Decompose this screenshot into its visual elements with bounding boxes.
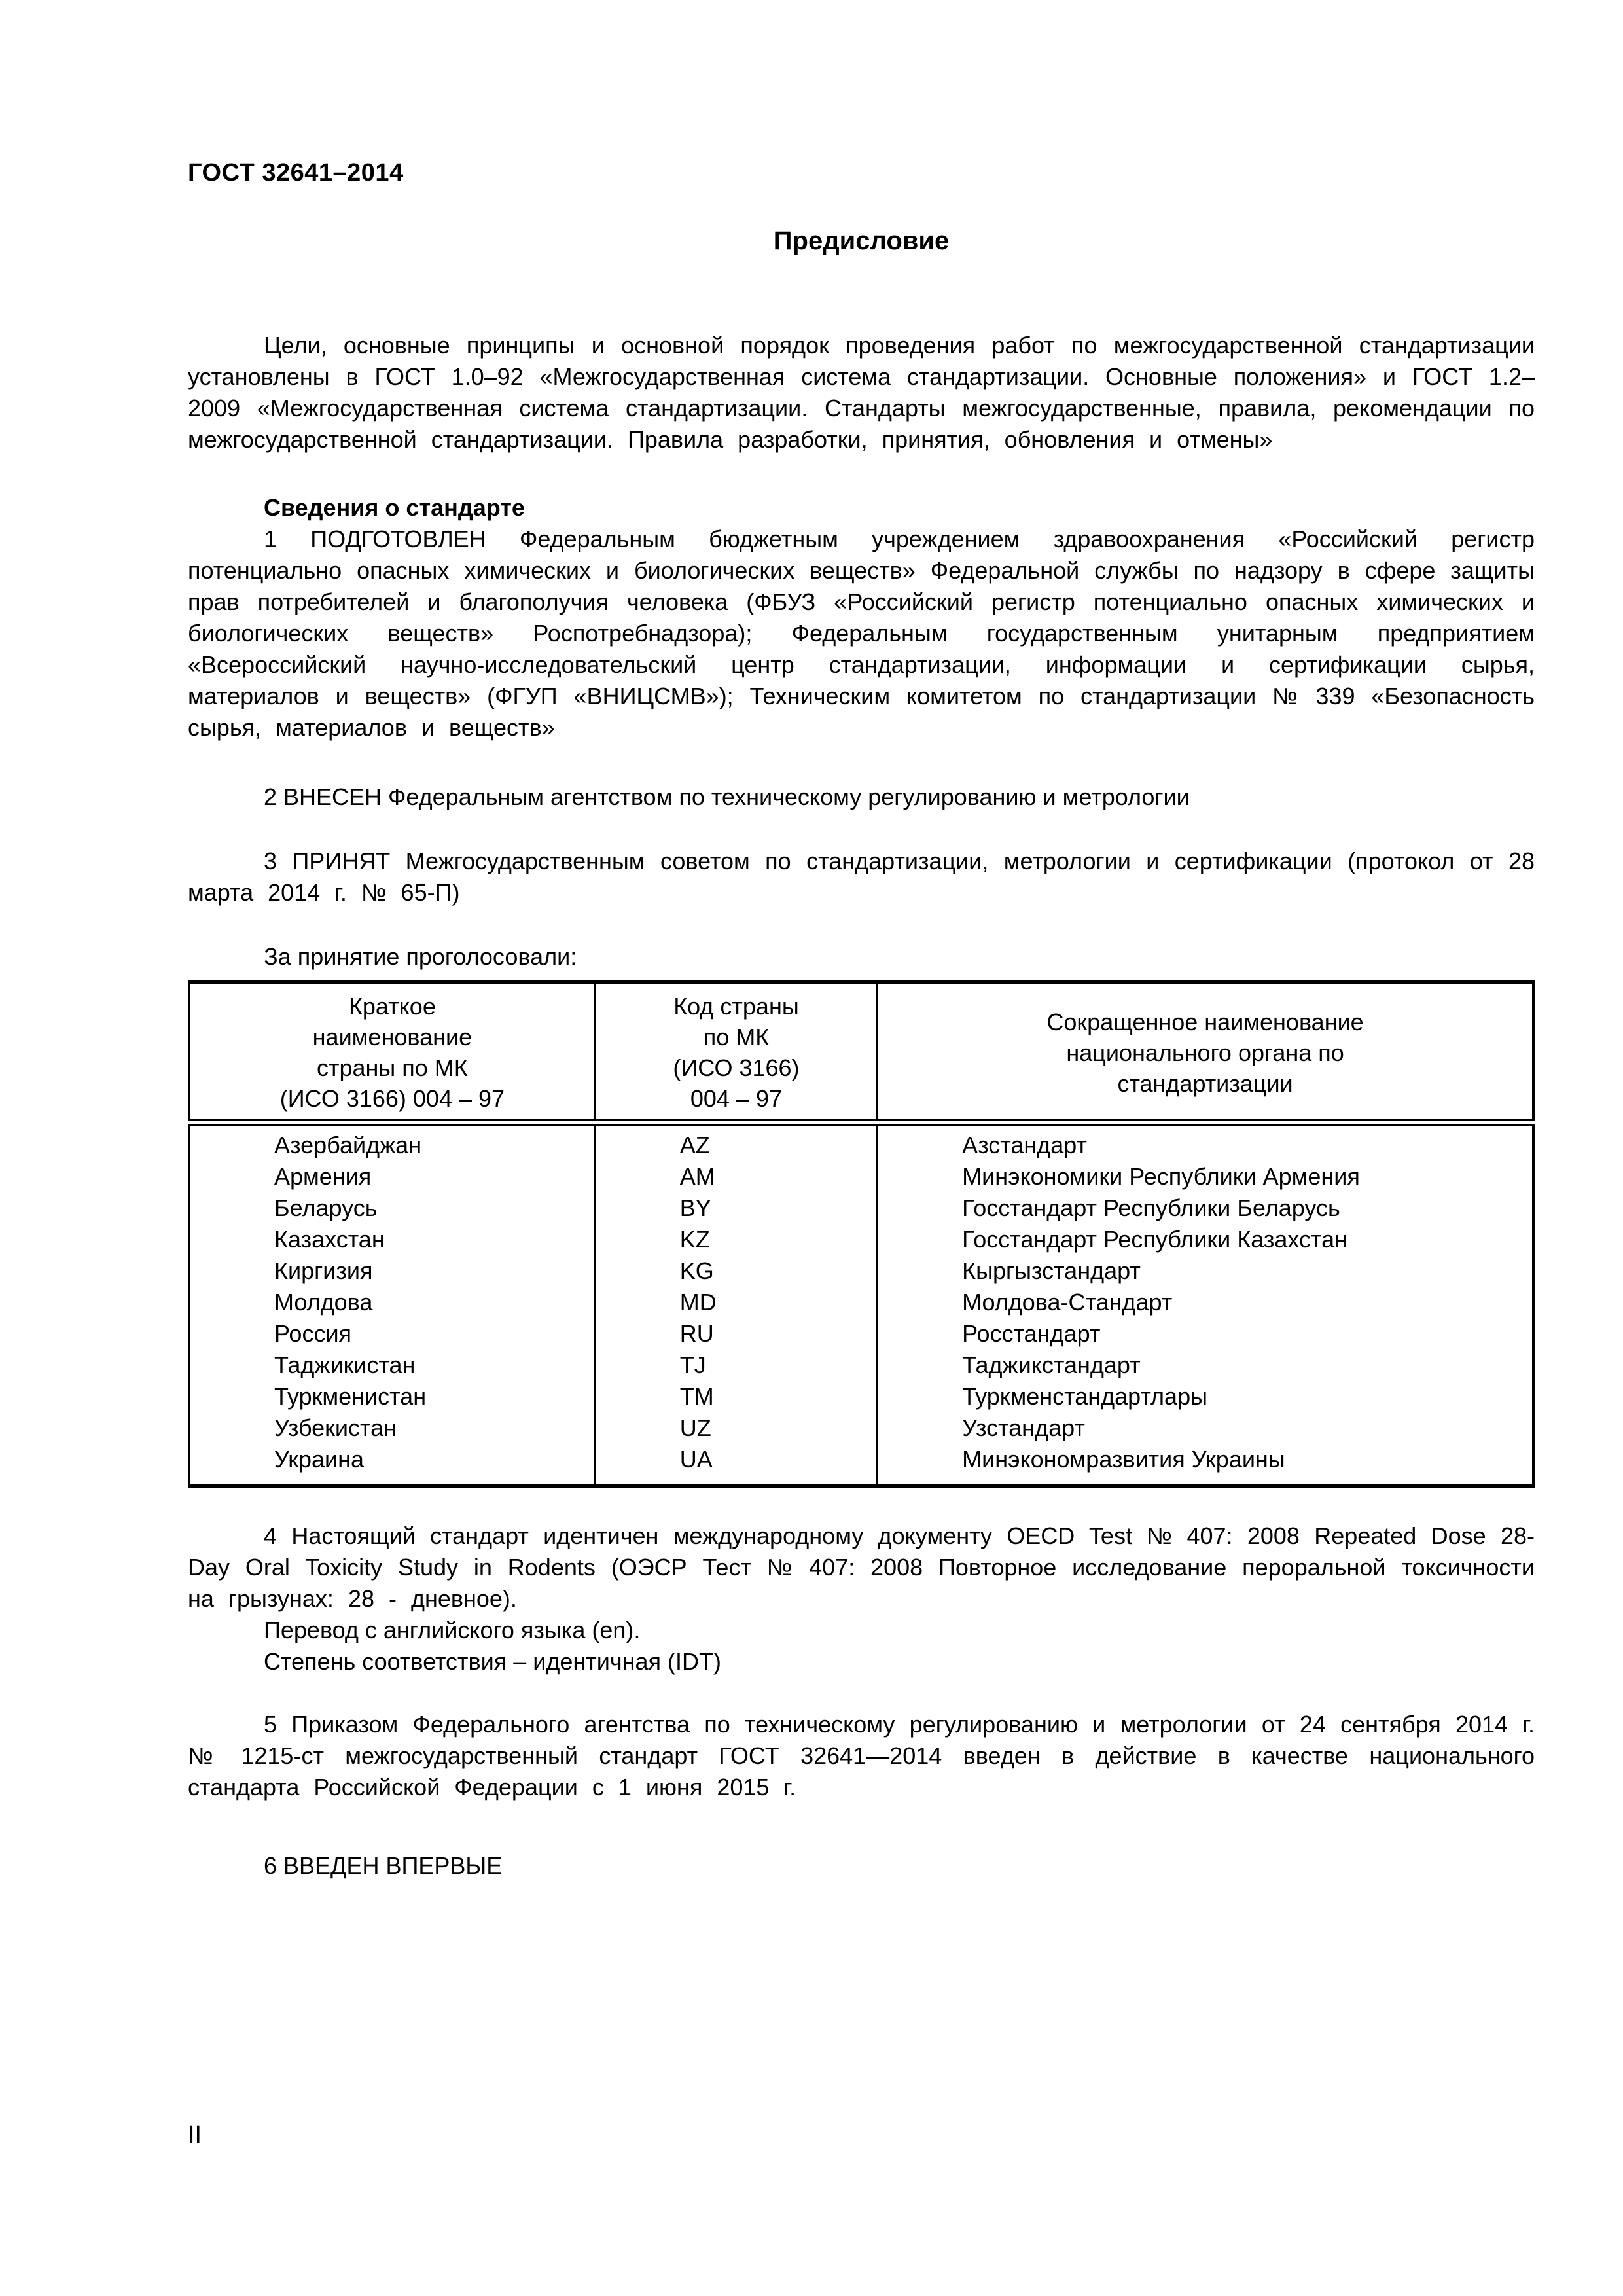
cell-country: Киргизия — [274, 1257, 373, 1284]
cell-country: Узбекистан — [274, 1414, 397, 1441]
foreword-heading: Сведения о стандарте — [264, 494, 525, 521]
cell-country: Казахстан — [274, 1226, 385, 1253]
table-row — [189, 1350, 1533, 1381]
header-country-code: Код страны по МК (ИСО 3166) 004 – 97 — [595, 982, 877, 1122]
cell-country: Туркменистан — [274, 1383, 427, 1410]
table-row — [189, 1224, 1533, 1255]
item-4-translation-note: Перевод с английского языка (en). — [264, 1617, 641, 1643]
item-1-prepared: 1 ПОДГОТОВЛЕН Федеральным бюджетным учреждением здравоохранения «Российский регистр потенциально опасных химических и биологических веществ» Федеральной службы по надзору в сфере защиты прав потребителей и благополучия человека (ФБУЗ «Российский регистр потенциально опасных химических и биологических веществ» Роспотребнадзора); Федеральным государственным унитарным предприятием «Всероссийский научно-исследовательский центр стандартизации, информации и сертификации сырья, материалов и веществ» (ФГУП «ВНИЦСМВ»); Техническим комитетом по стандартизации № 339 «Безопасность сырья, материалов и веществ» — [188, 526, 1535, 741]
voting-table-header — [189, 982, 1533, 1122]
cell-code: UA — [595, 1444, 877, 1486]
table-row — [189, 1444, 1533, 1486]
doc-code: ГОСТ 32641–2014 — [188, 159, 404, 187]
item-6-first-introduced: 6 ВВЕДЕН ВПЕРВЫЕ — [264, 1852, 503, 1879]
table-row — [189, 1287, 1533, 1318]
cell-country: Армения — [274, 1163, 372, 1190]
voting-table-body — [189, 1122, 1533, 1486]
cell-body: Минэкономики Республики Армения — [962, 1163, 1360, 1190]
table-row — [189, 1318, 1533, 1350]
table-row — [189, 1381, 1533, 1412]
cell-body: Таджикстандарт — [962, 1352, 1141, 1378]
item-4-identical: 4 Настоящий стандарт идентичен международному документу OECD Test № 407: 2008 Repeated Dose 28-Day Oral Toxicity Study in Rodents (ОЭСР Тест № 407: 2008 Повторное исследование пероральной токсичности на грызунах: 28 - дневное). — [188, 1522, 1535, 1612]
table-row — [189, 1255, 1533, 1287]
item-4-conformity-note: Степень соответствия – идентичная (IDT) — [264, 1648, 722, 1675]
cell-code: UZ — [595, 1412, 877, 1444]
cell-country: Украина — [274, 1446, 365, 1473]
cell-body: Госстандарт Республики Беларусь — [962, 1194, 1340, 1221]
cell-code: KZ — [595, 1224, 877, 1255]
header-country-name: Краткое наименование страны по МК (ИСО 3166) 004 – 97 — [189, 982, 595, 1122]
cell-code: RU — [595, 1318, 877, 1350]
cell-code: KG — [595, 1255, 877, 1287]
cell-code: MD — [595, 1287, 877, 1318]
vote-intro: За принятие проголосовали: — [264, 943, 577, 970]
cell-body: Узстандарт — [962, 1414, 1085, 1441]
cell-code: TM — [595, 1381, 877, 1412]
table-row — [189, 1122, 1533, 1161]
cell-code: BY — [595, 1193, 877, 1224]
cell-body: Азстандарт — [962, 1132, 1087, 1158]
cell-code: TJ — [595, 1350, 877, 1381]
item-3-adopted: 3 ПРИНЯТ Межгосударственным советом по стандартизации, метрологии и сертификации (протокол от 28 марта 2014 г. № 65-П) — [188, 848, 1535, 906]
cell-country: Беларусь — [274, 1194, 378, 1221]
table-header-row — [189, 982, 1533, 1122]
header-standards-body: Сокращенное наименование национального органа по стандартизации — [878, 982, 1533, 1122]
item-2-submitted: 2 ВНЕСЕН Федеральным агентством по техническому регулированию и метрологии — [264, 783, 1190, 810]
cell-body: Кыргызстандарт — [962, 1257, 1141, 1284]
cell-country: Таджикистан — [274, 1352, 416, 1378]
cell-code: AZ — [595, 1122, 877, 1161]
cell-body: Росстандарт — [962, 1320, 1101, 1347]
table-row — [189, 1193, 1533, 1224]
page-number: II — [188, 2121, 202, 2149]
cell-country: Азербайджан — [274, 1132, 422, 1158]
page-title: Предисловие — [773, 226, 950, 255]
voting-table — [188, 980, 1535, 1488]
cell-body: Молдова-Стандарт — [962, 1289, 1173, 1316]
cell-country: Молдова — [274, 1289, 373, 1316]
table-row — [189, 1161, 1533, 1193]
cell-body: Минэкономразвития Украины — [962, 1446, 1285, 1473]
intro-paragraph: Цели, основные принципы и основной порядок проведения работ по межгосударственной стандартизации установлены в ГОСТ 1.0–92 «Межгосударственная система стандартизации. Основные положения» и ГОСТ 1.2–2009 «Межгосударственная система стандартизации. Стандарты межгосударственные, правила, рекомендации по межгосударственной стандартизации. Правила разработки, принятия, обновления и отмены» — [188, 332, 1535, 453]
cell-body: Госстандарт Республики Казахстан — [962, 1226, 1347, 1253]
cell-body: Туркменстандартлары — [962, 1383, 1207, 1410]
cell-country: Россия — [274, 1320, 352, 1347]
table-row — [189, 1412, 1533, 1444]
cell-code: AM — [595, 1161, 877, 1193]
item-5-order: 5 Приказом Федерального агентства по техническому регулированию и метрологии от 24 сентября 2014 г. № 1215-ст межгосударственный стандарт ГОСТ 32641—2014 введен в действие в качестве национального стандарта Российской Федерации с 1 июня 2015 г. — [188, 1711, 1535, 1801]
